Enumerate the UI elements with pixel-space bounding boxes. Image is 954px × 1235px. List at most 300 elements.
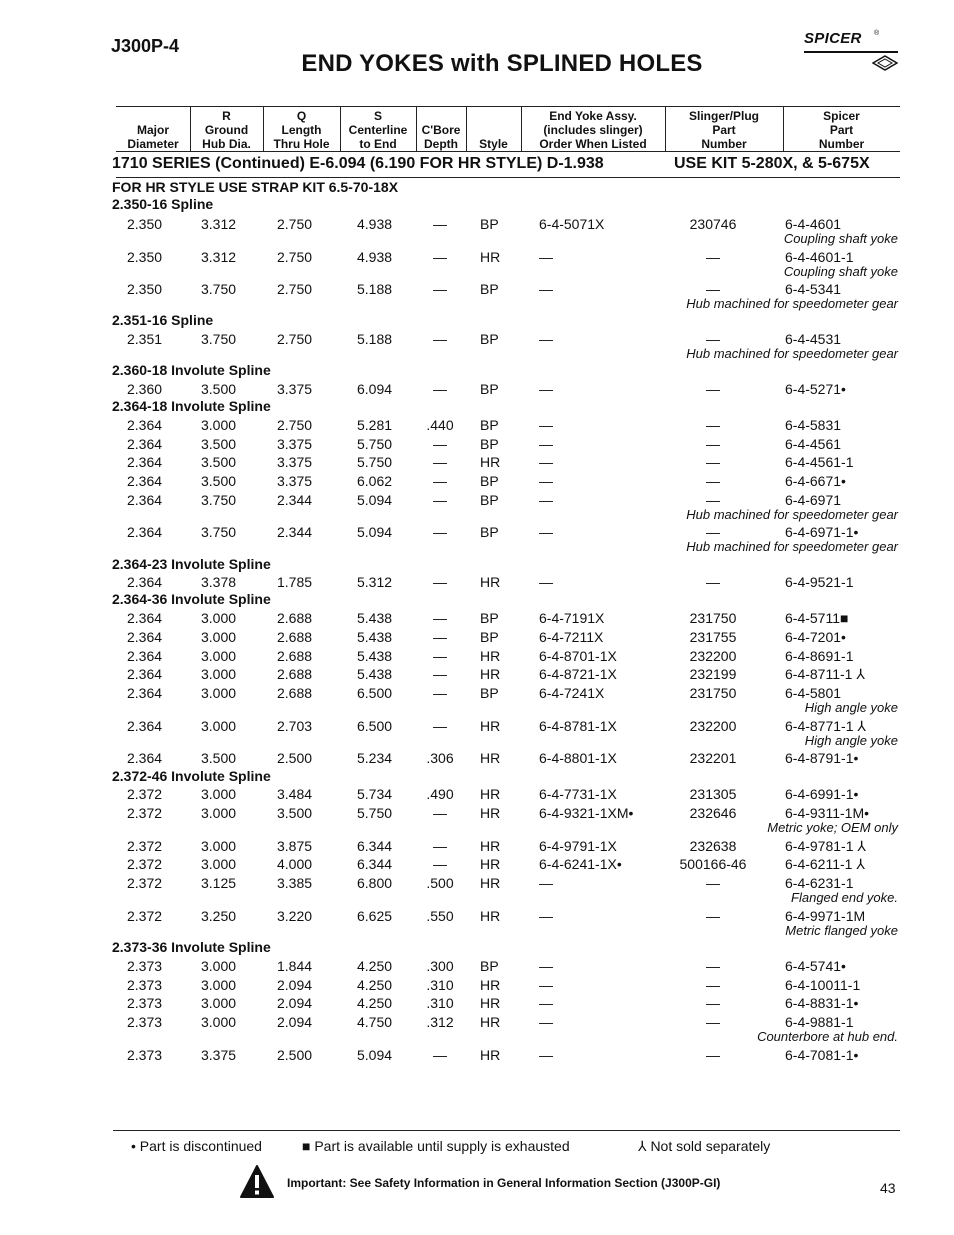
cell-slinger-part: — bbox=[706, 1047, 720, 1063]
cell-end-yoke-assy: — bbox=[539, 492, 553, 508]
cell-length-thru-hole: 3.385 bbox=[277, 875, 313, 891]
cell-ground-hub-dia: 3.750 bbox=[201, 524, 237, 540]
cell-end-yoke-assy: — bbox=[539, 524, 553, 540]
series-label: 1710 SERIES (Continued) E-6.094 (6.190 FOR HR STYLE) D-1.938 bbox=[112, 155, 604, 172]
cell-length-thru-hole: 2.750 bbox=[277, 216, 313, 232]
cell-style: BP bbox=[480, 492, 499, 508]
cell-length-thru-hole: 2.750 bbox=[277, 281, 313, 297]
cell-end-yoke-assy: 6-4-8721-1X bbox=[539, 666, 617, 682]
cell-cbore-depth: — bbox=[433, 856, 447, 872]
cell-major-diameter: 2.350 bbox=[127, 281, 163, 297]
cell-major-diameter: 2.373 bbox=[127, 958, 163, 974]
dana-diamond-icon bbox=[872, 55, 898, 71]
cell-ground-hub-dia: 3.000 bbox=[201, 629, 237, 645]
cell-spicer-part: 6-4-8711-1 ⅄ bbox=[785, 666, 865, 682]
table-row bbox=[0, 1047, 954, 1067]
page-title: END YOKES with SPLINED HOLES bbox=[301, 50, 703, 77]
cell-spicer-part: 6-4-5341 bbox=[785, 281, 842, 297]
cell-ground-hub-dia: 3.312 bbox=[201, 249, 237, 265]
cell-length-thru-hole: 2.688 bbox=[277, 685, 313, 701]
cell-slinger-part: — bbox=[706, 524, 720, 540]
cell-style: HR bbox=[480, 454, 501, 470]
cell-major-diameter: 2.364 bbox=[127, 492, 163, 508]
cell-centerline-to-end: 6.344 bbox=[357, 856, 393, 872]
section-heading: 2.360-18 Involute Spline bbox=[112, 362, 271, 378]
cell-major-diameter: 2.364 bbox=[127, 574, 163, 590]
cell-centerline-to-end: 5.750 bbox=[357, 436, 393, 452]
col-header-centerline: S Centerline to End bbox=[348, 109, 408, 151]
cell-ground-hub-dia: 3.750 bbox=[201, 492, 237, 508]
cell-ground-hub-dia: 3.000 bbox=[201, 856, 237, 872]
col-header-slinger: Slinger/Plug Part Number bbox=[688, 109, 759, 151]
cell-spicer-part: 6-4-9971-1M bbox=[785, 908, 866, 924]
cell-major-diameter: 2.364 bbox=[127, 454, 163, 470]
cell-major-diameter: 2.373 bbox=[127, 977, 163, 993]
table-row bbox=[0, 574, 954, 594]
cell-ground-hub-dia: 3.000 bbox=[201, 718, 237, 734]
cell-style: BP bbox=[480, 629, 499, 645]
cell-spicer-part: 6-4-7201• bbox=[785, 629, 846, 645]
cell-end-yoke-assy: — bbox=[539, 331, 553, 347]
cell-spicer-part: 6-4-5831 bbox=[785, 417, 842, 433]
cell-centerline-to-end: 6.500 bbox=[357, 685, 393, 701]
table-row bbox=[0, 750, 954, 770]
cell-style: HR bbox=[480, 574, 501, 590]
series-kit: USE KIT 5-280X, & 5-675X bbox=[674, 155, 870, 172]
section-heading: 2.350-16 Spline bbox=[112, 196, 214, 212]
cell-cbore-depth: — bbox=[433, 454, 447, 470]
cell-end-yoke-assy: 6-4-6241-1X• bbox=[539, 856, 622, 872]
cell-slinger-part: — bbox=[706, 473, 720, 489]
cell-ground-hub-dia: 3.000 bbox=[201, 610, 237, 626]
section-heading: 2.364-18 Involute Spline bbox=[112, 398, 271, 414]
cell-spicer-part: 6-4-7081-1• bbox=[785, 1047, 859, 1063]
cell-style: BP bbox=[480, 417, 499, 433]
cell-spicer-part: 6-4-5741• bbox=[785, 958, 846, 974]
table-row bbox=[0, 436, 954, 456]
cell-centerline-to-end: 5.438 bbox=[357, 629, 393, 645]
cell-style: BP bbox=[480, 524, 499, 540]
cell-end-yoke-assy: — bbox=[539, 1047, 553, 1063]
cell-cbore-depth: — bbox=[433, 492, 447, 508]
cell-centerline-to-end: 5.438 bbox=[357, 666, 393, 682]
cell-end-yoke-assy: — bbox=[539, 958, 553, 974]
cell-cbore-depth: — bbox=[433, 666, 447, 682]
cell-style: HR bbox=[480, 838, 501, 854]
cell-end-yoke-assy: — bbox=[539, 436, 553, 452]
cell-slinger-part: — bbox=[706, 977, 720, 993]
cell-spicer-part: 6-4-6971-1• bbox=[785, 524, 859, 540]
cell-spicer-part: 6-4-4601 bbox=[785, 216, 842, 232]
cell-cbore-depth: — bbox=[433, 718, 447, 734]
row-remark: Hub machined for speedometer gear bbox=[686, 346, 898, 361]
cell-major-diameter: 2.364 bbox=[127, 666, 163, 682]
cell-slinger-part: — bbox=[706, 908, 720, 924]
cell-style: BP bbox=[480, 473, 499, 489]
cell-major-diameter: 2.372 bbox=[127, 875, 163, 891]
section-heading: 2.372-46 Involute Spline bbox=[112, 768, 271, 784]
cell-end-yoke-assy: — bbox=[539, 1014, 553, 1030]
cell-slinger-part: 231750 bbox=[689, 685, 737, 701]
cell-cbore-depth: — bbox=[433, 281, 447, 297]
col-header-major-diameter: Major Diameter bbox=[127, 123, 179, 151]
cell-slinger-part: 232200 bbox=[689, 718, 737, 734]
cell-centerline-to-end: 6.062 bbox=[357, 473, 393, 489]
row-remark: High angle yoke bbox=[804, 700, 898, 715]
cell-centerline-to-end: 6.625 bbox=[357, 908, 393, 924]
cell-cbore-depth: — bbox=[433, 216, 447, 232]
cell-cbore-depth: — bbox=[433, 436, 447, 452]
row-remark: Hub machined for speedometer gear bbox=[686, 539, 898, 554]
doc-code: J300P-4 bbox=[111, 36, 180, 56]
cell-spicer-part: 6-4-6991-1• bbox=[785, 786, 859, 802]
cell-length-thru-hole: 2.344 bbox=[277, 492, 313, 508]
cell-end-yoke-assy: 6-4-8781-1X bbox=[539, 718, 617, 734]
cell-ground-hub-dia: 3.000 bbox=[201, 685, 237, 701]
cell-style: HR bbox=[480, 718, 501, 734]
cell-ground-hub-dia: 3.500 bbox=[201, 381, 237, 397]
cell-major-diameter: 2.372 bbox=[127, 805, 163, 821]
cell-slinger-part: — bbox=[706, 249, 720, 265]
cell-centerline-to-end: 6.094 bbox=[357, 381, 393, 397]
cell-length-thru-hole: 2.500 bbox=[277, 750, 313, 766]
col-header-cbore: C'Bore Depth bbox=[421, 123, 461, 151]
cell-major-diameter: 2.364 bbox=[127, 473, 163, 489]
cell-length-thru-hole: 3.375 bbox=[277, 381, 313, 397]
cell-spicer-part: 6-4-10011-1 bbox=[785, 977, 861, 993]
table-row bbox=[0, 381, 954, 401]
cell-spicer-part: 6-4-5271• bbox=[785, 381, 846, 397]
table-row bbox=[0, 666, 954, 686]
cell-centerline-to-end: 4.250 bbox=[357, 958, 393, 974]
cell-style: BP bbox=[480, 381, 499, 397]
cell-slinger-part: 230746 bbox=[689, 216, 737, 232]
cell-style: HR bbox=[480, 1014, 501, 1030]
cell-centerline-to-end: 4.938 bbox=[357, 216, 393, 232]
row-remark: Counterbore at hub end. bbox=[757, 1029, 898, 1044]
cell-spicer-part: 6-4-8691-1 bbox=[785, 648, 854, 664]
registered-mark-icon: ® bbox=[874, 30, 880, 37]
cell-end-yoke-assy: — bbox=[539, 908, 553, 924]
cell-ground-hub-dia: 3.000 bbox=[201, 417, 237, 433]
cell-slinger-part: 232199 bbox=[689, 666, 737, 682]
cell-slinger-part: — bbox=[706, 995, 720, 1011]
cell-slinger-part: — bbox=[706, 1014, 720, 1030]
cell-ground-hub-dia: 3.750 bbox=[201, 331, 237, 347]
cell-style: BP bbox=[480, 436, 499, 452]
cell-style: BP bbox=[480, 281, 499, 297]
cell-end-yoke-assy: 6-4-8701-1X bbox=[539, 648, 617, 664]
cell-length-thru-hole: 2.344 bbox=[277, 524, 313, 540]
cell-ground-hub-dia: 3.500 bbox=[201, 454, 237, 470]
cell-major-diameter: 2.372 bbox=[127, 786, 163, 802]
cell-centerline-to-end: 6.800 bbox=[357, 875, 393, 891]
cell-spicer-part: 6-4-5711■ bbox=[785, 610, 849, 626]
cell-ground-hub-dia: 3.000 bbox=[201, 786, 237, 802]
cell-ground-hub-dia: 3.000 bbox=[201, 977, 237, 993]
col-header-ground-hub: R Ground Hub Dia. bbox=[202, 109, 251, 151]
cell-centerline-to-end: 5.312 bbox=[357, 574, 393, 590]
cell-cbore-depth: — bbox=[433, 249, 447, 265]
cell-spicer-part: 6-4-9521-1 bbox=[785, 574, 854, 590]
table-row bbox=[0, 473, 954, 493]
cell-spicer-part: 6-4-4531 bbox=[785, 331, 842, 347]
cell-cbore-depth: — bbox=[433, 473, 447, 489]
table-row bbox=[0, 454, 954, 474]
cell-length-thru-hole: 2.688 bbox=[277, 629, 313, 645]
cell-slinger-part: 231755 bbox=[689, 629, 737, 645]
row-remark: Coupling shaft yoke bbox=[783, 231, 898, 246]
cell-slinger-part: 231750 bbox=[689, 610, 737, 626]
cell-spicer-part: 6-4-9781-1 ⅄ bbox=[785, 838, 866, 854]
section-heading: 2.364-23 Involute Spline bbox=[112, 556, 271, 572]
table-row bbox=[0, 995, 954, 1015]
cell-slinger-part: — bbox=[706, 331, 720, 347]
section-heading: 2.364-36 Involute Spline bbox=[112, 591, 271, 607]
cell-major-diameter: 2.364 bbox=[127, 436, 163, 452]
table-row bbox=[0, 838, 954, 858]
cell-style: HR bbox=[480, 666, 501, 682]
row-remark: Hub machined for speedometer gear bbox=[686, 507, 898, 522]
cell-end-yoke-assy: — bbox=[539, 381, 553, 397]
table-row bbox=[0, 958, 954, 978]
cell-spicer-part: 6-4-8831-1• bbox=[785, 995, 859, 1011]
cell-end-yoke-assy: 6-4-7211X bbox=[539, 629, 604, 645]
cell-style: HR bbox=[480, 786, 501, 802]
cell-style: BP bbox=[480, 685, 499, 701]
cell-cbore-depth: .310 bbox=[426, 977, 454, 993]
cell-spicer-part: 6-4-6971 bbox=[785, 492, 842, 508]
page-number: 43 bbox=[880, 1180, 896, 1196]
cell-cbore-depth: .500 bbox=[426, 875, 454, 891]
cell-ground-hub-dia: 3.750 bbox=[201, 281, 237, 297]
cell-spicer-part: 6-4-6671• bbox=[785, 473, 846, 489]
cell-end-yoke-assy: — bbox=[539, 454, 553, 470]
cell-slinger-part: — bbox=[706, 574, 720, 590]
cell-end-yoke-assy: 6-4-5071X bbox=[539, 216, 605, 232]
cell-end-yoke-assy: 6-4-9791-1X bbox=[539, 838, 617, 854]
cell-length-thru-hole: 3.375 bbox=[277, 454, 313, 470]
cell-centerline-to-end: 5.094 bbox=[357, 492, 393, 508]
cell-end-yoke-assy: — bbox=[539, 249, 553, 265]
cell-major-diameter: 2.350 bbox=[127, 216, 163, 232]
logo-underline bbox=[804, 51, 898, 53]
cell-style: HR bbox=[480, 977, 501, 993]
cell-ground-hub-dia: 3.375 bbox=[201, 1047, 237, 1063]
cell-spicer-part: 6-4-8771-1 ⅄ bbox=[785, 718, 866, 734]
strap-kit-note: FOR HR STYLE USE STRAP KIT 6.5-70-18X bbox=[112, 179, 399, 195]
cell-cbore-depth: — bbox=[433, 574, 447, 590]
cell-style: HR bbox=[480, 995, 501, 1011]
safety-important-note: Important: See Safety Information in General Information Section (J300P-GI) bbox=[287, 1176, 721, 1190]
cell-length-thru-hole: 3.500 bbox=[277, 805, 313, 821]
cell-ground-hub-dia: 3.378 bbox=[201, 574, 237, 590]
cell-length-thru-hole: 2.688 bbox=[277, 610, 313, 626]
table-row bbox=[0, 610, 954, 630]
cell-end-yoke-assy: — bbox=[539, 875, 553, 891]
col-header-spicer-part: Spicer Part Number bbox=[818, 109, 865, 151]
cell-cbore-depth: — bbox=[433, 805, 447, 821]
cell-slinger-part: 232201 bbox=[689, 750, 737, 766]
cell-style: HR bbox=[480, 875, 501, 891]
cell-end-yoke-assy: 6-4-9321-1XM• bbox=[539, 805, 634, 821]
cell-centerline-to-end: 4.938 bbox=[357, 249, 393, 265]
cell-spicer-part: 6-4-9881-1 bbox=[785, 1014, 854, 1030]
cell-ground-hub-dia: 3.500 bbox=[201, 473, 237, 489]
cell-style: BP bbox=[480, 331, 499, 347]
cell-length-thru-hole: 2.688 bbox=[277, 666, 313, 682]
cell-length-thru-hole: 2.750 bbox=[277, 249, 313, 265]
cell-centerline-to-end: 4.250 bbox=[357, 995, 393, 1011]
cell-major-diameter: 2.350 bbox=[127, 249, 163, 265]
spicer-logo bbox=[804, 30, 900, 76]
cell-length-thru-hole: 1.844 bbox=[277, 958, 313, 974]
cell-spicer-part: 6-4-4561-1 bbox=[785, 454, 854, 470]
cell-slinger-part: 232200 bbox=[689, 648, 737, 664]
col-header-length: Q Length Thru Hole bbox=[273, 109, 330, 151]
cell-centerline-to-end: 5.438 bbox=[357, 648, 393, 664]
cell-major-diameter: 2.351 bbox=[127, 331, 163, 347]
legend-not-sold: ⅄ Not sold separately bbox=[638, 1138, 771, 1154]
cell-end-yoke-assy: 6-4-7731-1X bbox=[539, 786, 617, 802]
row-remark: Flanged end yoke. bbox=[791, 890, 898, 905]
cell-cbore-depth: .440 bbox=[426, 417, 454, 433]
cell-major-diameter: 2.364 bbox=[127, 750, 163, 766]
cell-centerline-to-end: 5.750 bbox=[357, 805, 393, 821]
cell-length-thru-hole: 3.375 bbox=[277, 473, 313, 489]
cell-style: HR bbox=[480, 648, 501, 664]
cell-major-diameter: 2.372 bbox=[127, 856, 163, 872]
cell-centerline-to-end: 5.094 bbox=[357, 1047, 393, 1063]
cell-spicer-part: 6-4-5801 bbox=[785, 685, 842, 701]
cell-style: HR bbox=[480, 249, 501, 265]
cell-end-yoke-assy: — bbox=[539, 977, 553, 993]
cell-centerline-to-end: 5.750 bbox=[357, 454, 393, 470]
cell-length-thru-hole: 2.688 bbox=[277, 648, 313, 664]
cell-ground-hub-dia: 3.250 bbox=[201, 908, 237, 924]
col-header-style: Style bbox=[479, 137, 508, 151]
cell-cbore-depth: .312 bbox=[426, 1014, 454, 1030]
row-remark: Hub machined for speedometer gear bbox=[686, 296, 898, 311]
table-row bbox=[0, 977, 954, 997]
cell-cbore-depth: — bbox=[433, 648, 447, 664]
cell-slinger-part: — bbox=[706, 281, 720, 297]
cell-spicer-part: 6-4-6211-1 ⅄ bbox=[785, 856, 865, 872]
cell-slinger-part: — bbox=[706, 417, 720, 433]
cell-ground-hub-dia: 3.000 bbox=[201, 805, 237, 821]
cell-cbore-depth: — bbox=[433, 629, 447, 645]
table-row bbox=[0, 648, 954, 668]
cell-major-diameter: 2.364 bbox=[127, 629, 163, 645]
table-header-rule bbox=[116, 151, 900, 152]
cell-cbore-depth: .300 bbox=[426, 958, 454, 974]
cell-ground-hub-dia: 3.500 bbox=[201, 436, 237, 452]
cell-cbore-depth: .306 bbox=[426, 750, 454, 766]
cell-major-diameter: 2.373 bbox=[127, 1047, 163, 1063]
cell-ground-hub-dia: 3.000 bbox=[201, 648, 237, 664]
cell-style: BP bbox=[480, 958, 499, 974]
cell-major-diameter: 2.364 bbox=[127, 718, 163, 734]
row-remark: High angle yoke bbox=[804, 733, 898, 748]
cell-style: HR bbox=[480, 1047, 501, 1063]
cell-major-diameter: 2.373 bbox=[127, 1014, 163, 1030]
footer-rule bbox=[113, 1130, 900, 1131]
col-header-end-yoke: End Yoke Assy. (includes slinger) Order When Listed bbox=[539, 109, 647, 151]
cell-ground-hub-dia: 3.000 bbox=[201, 1014, 237, 1030]
cell-cbore-depth: .550 bbox=[426, 908, 454, 924]
cell-slinger-part: — bbox=[706, 436, 720, 452]
cell-ground-hub-dia: 3.000 bbox=[201, 666, 237, 682]
cell-spicer-part: 6-4-8791-1• bbox=[785, 750, 859, 766]
cell-slinger-part: — bbox=[706, 492, 720, 508]
cell-style: BP bbox=[480, 610, 499, 626]
cell-slinger-part: — bbox=[706, 381, 720, 397]
cell-slinger-part: — bbox=[706, 454, 720, 470]
cell-style: BP bbox=[480, 216, 499, 232]
cell-major-diameter: 2.372 bbox=[127, 838, 163, 854]
cell-end-yoke-assy: — bbox=[539, 574, 553, 590]
cell-end-yoke-assy: — bbox=[539, 473, 553, 489]
cell-ground-hub-dia: 3.000 bbox=[201, 995, 237, 1011]
cell-length-thru-hole: 2.094 bbox=[277, 995, 313, 1011]
warning-icon bbox=[239, 1164, 275, 1200]
legend-discontinued: • Part is discontinued bbox=[131, 1138, 262, 1154]
cell-cbore-depth: .490 bbox=[426, 786, 454, 802]
cell-slinger-part: — bbox=[706, 875, 720, 891]
cell-major-diameter: 2.372 bbox=[127, 908, 163, 924]
cell-cbore-depth: — bbox=[433, 524, 447, 540]
series-heading bbox=[112, 155, 870, 173]
cell-cbore-depth: — bbox=[433, 1047, 447, 1063]
cell-centerline-to-end: 5.281 bbox=[357, 417, 393, 433]
row-remark: Metric yoke; OEM only bbox=[767, 820, 898, 835]
cell-centerline-to-end: 5.094 bbox=[357, 524, 393, 540]
brand-name: SPICER bbox=[804, 30, 862, 47]
cell-length-thru-hole: 1.785 bbox=[277, 574, 313, 590]
cell-length-thru-hole: 4.000 bbox=[277, 856, 313, 872]
cell-ground-hub-dia: 3.000 bbox=[201, 958, 237, 974]
cell-cbore-depth: — bbox=[433, 685, 447, 701]
cell-style: HR bbox=[480, 908, 501, 924]
table-row bbox=[0, 629, 954, 649]
table-row bbox=[0, 786, 954, 806]
cell-centerline-to-end: 5.188 bbox=[357, 281, 393, 297]
table-row bbox=[0, 417, 954, 437]
cell-spicer-part: 6-4-4561 bbox=[785, 436, 842, 452]
cell-length-thru-hole: 2.750 bbox=[277, 417, 313, 433]
cell-ground-hub-dia: 3.500 bbox=[201, 750, 237, 766]
cell-centerline-to-end: 4.250 bbox=[357, 977, 393, 993]
cell-major-diameter: 2.364 bbox=[127, 648, 163, 664]
row-remark: Coupling shaft yoke bbox=[783, 264, 898, 279]
cell-slinger-part: — bbox=[706, 958, 720, 974]
cell-centerline-to-end: 6.500 bbox=[357, 718, 393, 734]
cell-major-diameter: 2.364 bbox=[127, 524, 163, 540]
cell-slinger-part: 232646 bbox=[689, 805, 737, 821]
cell-centerline-to-end: 5.438 bbox=[357, 610, 393, 626]
row-remark: Metric flanged yoke bbox=[785, 923, 898, 938]
cell-end-yoke-assy: — bbox=[539, 417, 553, 433]
cell-end-yoke-assy: 6-4-8801-1X bbox=[539, 750, 617, 766]
cell-major-diameter: 2.364 bbox=[127, 417, 163, 433]
section-heading: 2.373-36 Involute Spline bbox=[112, 939, 271, 955]
cell-major-diameter: 2.360 bbox=[127, 381, 163, 397]
cell-length-thru-hole: 2.094 bbox=[277, 977, 313, 993]
section-heading: 2.351-16 Spline bbox=[112, 312, 214, 328]
cell-spicer-part: 6-4-9311-1M• bbox=[785, 805, 870, 821]
cell-length-thru-hole: 3.484 bbox=[277, 786, 313, 802]
cell-spicer-part: 6-4-4601-1 bbox=[785, 249, 854, 265]
